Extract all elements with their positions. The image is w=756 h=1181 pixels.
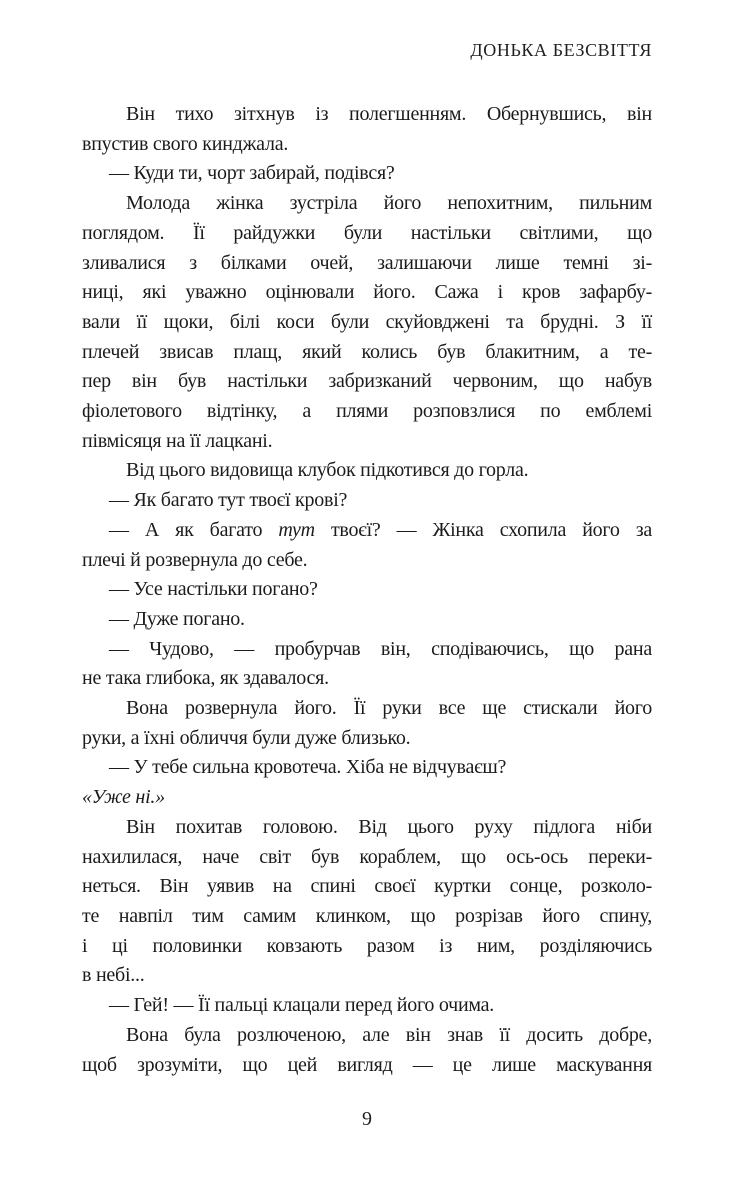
text-line — [82, 991, 652, 1021]
running-header: ДОНЬКА БЕЗСВІТТЯ — [470, 40, 652, 60]
text-run: зливалися з білками очей, залишаючи лише темні зі- — [82, 251, 652, 274]
text-line — [82, 635, 652, 665]
text-line — [82, 189, 652, 219]
text-line — [82, 575, 652, 605]
text-line — [82, 130, 652, 160]
text-line — [82, 249, 652, 279]
text-run: впустив свого кинджала. — [82, 132, 289, 155]
text-run: Він похитав головою. Від цього руху підлога ніби — [126, 815, 652, 838]
text-line — [82, 159, 652, 189]
text-run: і ці половинки ковзають разом із ним, розділяючись — [82, 934, 652, 957]
text-line — [82, 1021, 652, 1051]
text-run: вали її щоки, білі коси були скуйовджені та брудні. З її — [82, 310, 652, 333]
text-run: — Дуже погано. — [109, 607, 245, 630]
page-number: 9 — [362, 1108, 372, 1130]
italic-text-run: тут — [278, 518, 315, 541]
text-line — [82, 546, 652, 576]
text-line — [82, 961, 652, 991]
text-line — [82, 664, 652, 694]
text-run: — У тебе сильна кровотеча. Хіба не відчуваєш? — [109, 756, 507, 779]
text-run: Він тихо зітхнув із полегшенням. Обернувшись, він — [126, 103, 652, 125]
text-run: — А як багато — [109, 518, 279, 541]
text-line — [82, 219, 652, 249]
text-run: неться. Він уявив на спині своєї куртки сонце, розколо- — [82, 875, 652, 898]
text-run: Від цього видовища клубок підкотився до горла. — [126, 459, 529, 482]
text-line — [82, 278, 652, 308]
text-run: — Усе настільки погано? — [109, 578, 318, 601]
text-line — [82, 694, 652, 724]
text-run: — Чудово, — пробурчав він, сподіваючись, що рана — [109, 637, 652, 660]
text-line — [82, 783, 652, 813]
text-line — [82, 338, 652, 368]
text-run: — Куди ти, чорт забирай, подівся? — [109, 162, 395, 185]
text-line — [82, 308, 652, 338]
text-line — [82, 724, 652, 754]
text-line — [82, 367, 652, 397]
text-run: півмісяця на її лацкані. — [82, 429, 273, 452]
body-text — [82, 100, 652, 1080]
text-line — [82, 1051, 652, 1081]
text-line — [82, 100, 652, 130]
text-line — [82, 486, 652, 516]
text-run: фіолетового відтінку, а плями розповзлися по емблемі — [82, 400, 652, 423]
italic-text-run: «Уже ні.» — [82, 786, 165, 809]
text-run: плечей звисав плащ, який колись був блакитним, а те- — [82, 340, 652, 363]
text-line — [82, 872, 652, 902]
text-run: те навпіл тим самим клинком, що розрізав його спину, — [82, 904, 652, 927]
text-run: твоєї? — Жінка схопила його за — [314, 518, 652, 541]
text-line — [82, 843, 652, 873]
text-line — [82, 605, 652, 635]
text-run: пер він був настільки забризканий червоним, що набув — [82, 370, 652, 393]
text-line — [82, 427, 652, 457]
text-run: плечі й розвернула до себе. — [82, 548, 308, 571]
text-run: щоб зрозуміти, що цей вигляд — це лише маскування — [82, 1053, 652, 1076]
text-run: поглядом. Її райдужки були настільки світлими, що — [82, 221, 652, 244]
text-run: руки, а їхні обличчя були дуже близько. — [82, 726, 411, 749]
text-line — [82, 813, 652, 843]
text-line — [82, 902, 652, 932]
text-line — [82, 516, 652, 546]
text-run: не така глибока, як здавалося. — [82, 667, 329, 690]
text-run: нахилилася, наче світ був кораблем, що ось-ось переки- — [82, 845, 652, 868]
text-run: — Гей! — Її пальці клацали перед його очима. — [109, 994, 495, 1017]
text-run: в небі... — [82, 964, 145, 987]
text-line — [82, 456, 652, 486]
text-run: — Як багато тут твоєї крові? — [109, 489, 348, 512]
text-run: Молода жінка зустріла його непохитним, пильним — [126, 192, 652, 215]
text-run: Вона розвернула його. Її руки все ще стискали його — [126, 697, 652, 720]
text-line — [82, 397, 652, 427]
text-line — [82, 753, 652, 783]
text-run: Вона була розлюченою, але він знав її досить добре, — [126, 1023, 652, 1046]
text-line — [82, 932, 652, 962]
text-run: ниці, які уважно оцінювали його. Сажа і кров зафарбу- — [82, 281, 652, 304]
